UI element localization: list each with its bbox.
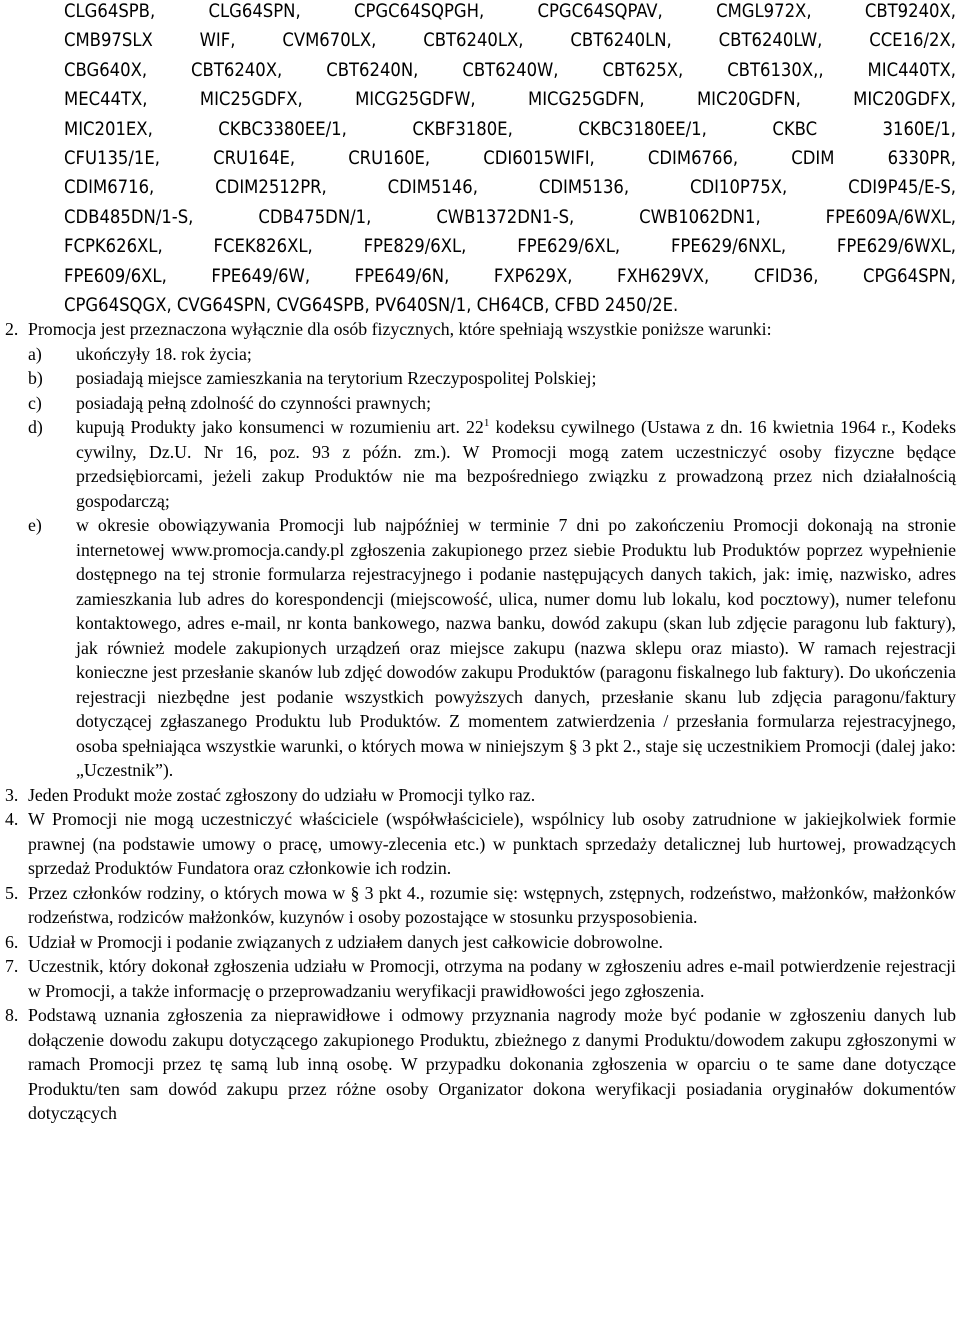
condition-text: posiadają pełną zdolność do czynności prawnych; [76,392,432,413]
product-model-list [64,0,956,320]
section-text: Uczestnik, który dokonał zgłoszenia udziału w Promocji, otrzyma na podany w zgłoszeniu adres e-mail potwierdzenie rejestracji w Promocji, a także informację o przeprowadzaniu weryfikacji prawidłowości jego zgłoszenia. [28,956,956,1001]
condition-text: w okresie obowiązywania Promocji lub najpóźniej w terminie 7 dni po zakończeniu Promocji dokonają na stronie internetowej www.promocja.candy.pl zgłoszenia zakupionego przez siebie Produktu lub Produktów poprzez wypełnienie dostępnego na tej stronie formularza rejestracyjnego i podanie następujących danych takich, jak: imię, nazwisko, adres zamieszkania lub adres do korespondencji (miejscowość, ulica, numer domu lub lokalu, kod pocztowy), numer telefonu kontaktowego, adres e-mail, nr konta bankowego, nazwa banku, dowód zakupu (skan lub zdjęcie paragonu lub faktury), jak również modele zakupionych urządzeń oraz miejsce zakupu (nazwa sklepu oraz miasto). W ramach rejestracji konieczne jest przesłanie skanów lub zdjęć dowodów zakupu Produktów (paragonu fiskalnego lub faktury). Do ukończenia rejestracji niezbędne jest podanie wszystkich powyższych danych, przesłanie skanu lub zdjęcia paragonu/faktury dotyczącej zgłaszanego Produktu lub Produktów. Z momentem zatwierdzenia / przesłania formularza rejestracyjnego, osoba spełniająca wszystkie warunki, o których mowa w niniejszym § 3 pkt 2., staje się uczestnikiem Promocji (dalej jako: „Uczestnik”). [76,515,956,780]
condition-letter: d) [28,417,43,437]
section-number: 8. [5,1005,19,1025]
model-line: MEC44TX, MIC25GDFX, MICG25GDFW, MICG25GDFN, MIC20GDFN, MIC20GDFX, [64,89,956,111]
condition-letter: e) [28,515,42,535]
section-number: 7. [5,956,19,976]
model-line-last: CPG64SQGX, CVG64SPN, CVG64SPB, PV640SN/1, CH64CB, CFBD 2450/2E. [64,295,679,317]
condition-c [0,391,960,416]
model-line: CLG64SPB, CLG64SPN, CPGC64SQPGH, CPGC64SQPAV, CMGL972X, CBT9240X, [64,1,956,22]
model-line: CMB97SLX WIF, CVM670LX, CBT6240LX, CBT6240LN, CBT6240LW, CCE16/2X, [64,30,956,52]
superscript: 1 [483,417,490,429]
condition-a [0,342,960,367]
model-line: CDB485DN/1-S, CDB475DN/1, CWB1372DN1-S, CWB1062DN1, FPE609A/6WXL, [64,206,956,228]
section-3 [0,783,960,808]
condition-d [0,415,960,513]
section-text: Podstawą uznania zgłoszenia za nieprawidłowe i odmowy przyznania nagrody może być podanie w zgłoszeniu danych lub dołączenie dowodu zakupu dotyczącego zakupionego Produktu, zbieżnego z danymi Produktu/dowodem zakupu zgłoszonymi w ramach Promocji przez tę samą lub inną osobę. W przypadku dokonania zgłoszenia w oparciu o te same dane dotyczące Produktu/ten sam dowód zakupu przez różne osoby Organizator dokona weryfikacji posiadania oryginałów dokumentów dotyczących [28,1005,956,1123]
section-6 [0,930,960,955]
regulations-body [0,317,960,1126]
condition-text: ukończyły 18. rok życia; [76,343,252,364]
section-8 [0,1003,960,1126]
model-line: FPE609/6XL, FPE649/6W, FPE649/6N, FXP629X, FXH629VX, CFID36, CPG64SPN, [64,265,956,287]
section-5 [0,881,960,930]
section-7 [0,954,960,1003]
model-line: FCPK626XL, FCEK826XL, FPE829/6XL, FPE629/6XL, FPE629/6NXL, FPE629/6WXL, [64,236,956,258]
section-number: 6. [5,931,19,952]
section-number: 4. [5,809,19,829]
condition-letter: b) [28,368,43,388]
condition-text-before: kupują Produkty jako konsumenci w rozumieniu art. 22 [76,417,484,437]
model-line: CDIM6716, CDIM2512PR, CDIM5146, CDIM5136, CDI10P75X, CDI9P45/E-S, [64,177,956,199]
model-line: MIC201EX, CKBC3380EE/1, CKBF3180E, CKBC3180EE/1, CKBC 3160E/1, [64,118,956,140]
condition-text: posiadają miejsce zamieszkania na terytorium Rzeczypospolitej Polskiej; [76,368,597,388]
section-4 [0,807,960,881]
model-line: CBG640X, CBT6240X, CBT6240N, CBT6240W, CBT625X, CBT6130X,, MIC440TX, [64,59,956,81]
section-number: 3. [5,784,19,805]
condition-b [0,366,960,391]
condition-text-after: kodeksu cywilnego (Ustawa z dn. 16 kwietnia 1964 r., Kodeks cywilny, Dz.U. Nr 16, poz. 93 z późn. zm.). W Promocji mogą zatem uczestniczyć osoby fizyczne będące przedsiębiorcami, jeżeli zakup Produktów nie ma bezpośredniego związku z prowadzoną przez nich działalnością gospodarczą; [76,417,956,511]
section-number: 5. [5,882,19,903]
section-text: Jeden Produkt może zostać zgłoszony do udziału w Promocji tylko raz. [28,784,536,805]
section-text: Udział w Promocji i podanie związanych z udziałem danych jest całkowicie dobrowolne. [28,931,663,952]
section-number: 2. [5,319,19,339]
section-text: Przez członków rodziny, o których mowa w § 3 pkt 4., rozumie się: wstępnych, zstępnych, rodzeństwo, małżonków, małżonków rodzeństwa, rodziców małżonków, kuzynów i osoby pozostające w stosunku przysposobienia. [28,882,956,927]
section-text: W Promocji nie mogą uczestniczyć właściciele (współwłaściciele), wspólnicy lub osoby zatrudnione w jakiejkolwiek formie prawnej (na podstawie umowy o pracę, umowy-zlecenia etc.) w punktach sprzedaży detalicznej lub hurtowej, prowadzących sprzedaż Produktów Fundatora oraz członkowie ich rodzin. [28,809,956,878]
condition-letter: c) [28,392,42,413]
condition-e [0,513,960,783]
model-line: CFU135/1E, CRU164E, CRU160E, CDI6015WIFI, CDIM6766, CDIM 6330PR, [64,148,956,170]
section-2 [0,317,960,342]
section-text: Promocja jest przeznaczona wyłącznie dla osób fizycznych, które spełniają wszystkie poniższe warunki: [28,319,772,339]
condition-letter: a) [28,343,42,364]
